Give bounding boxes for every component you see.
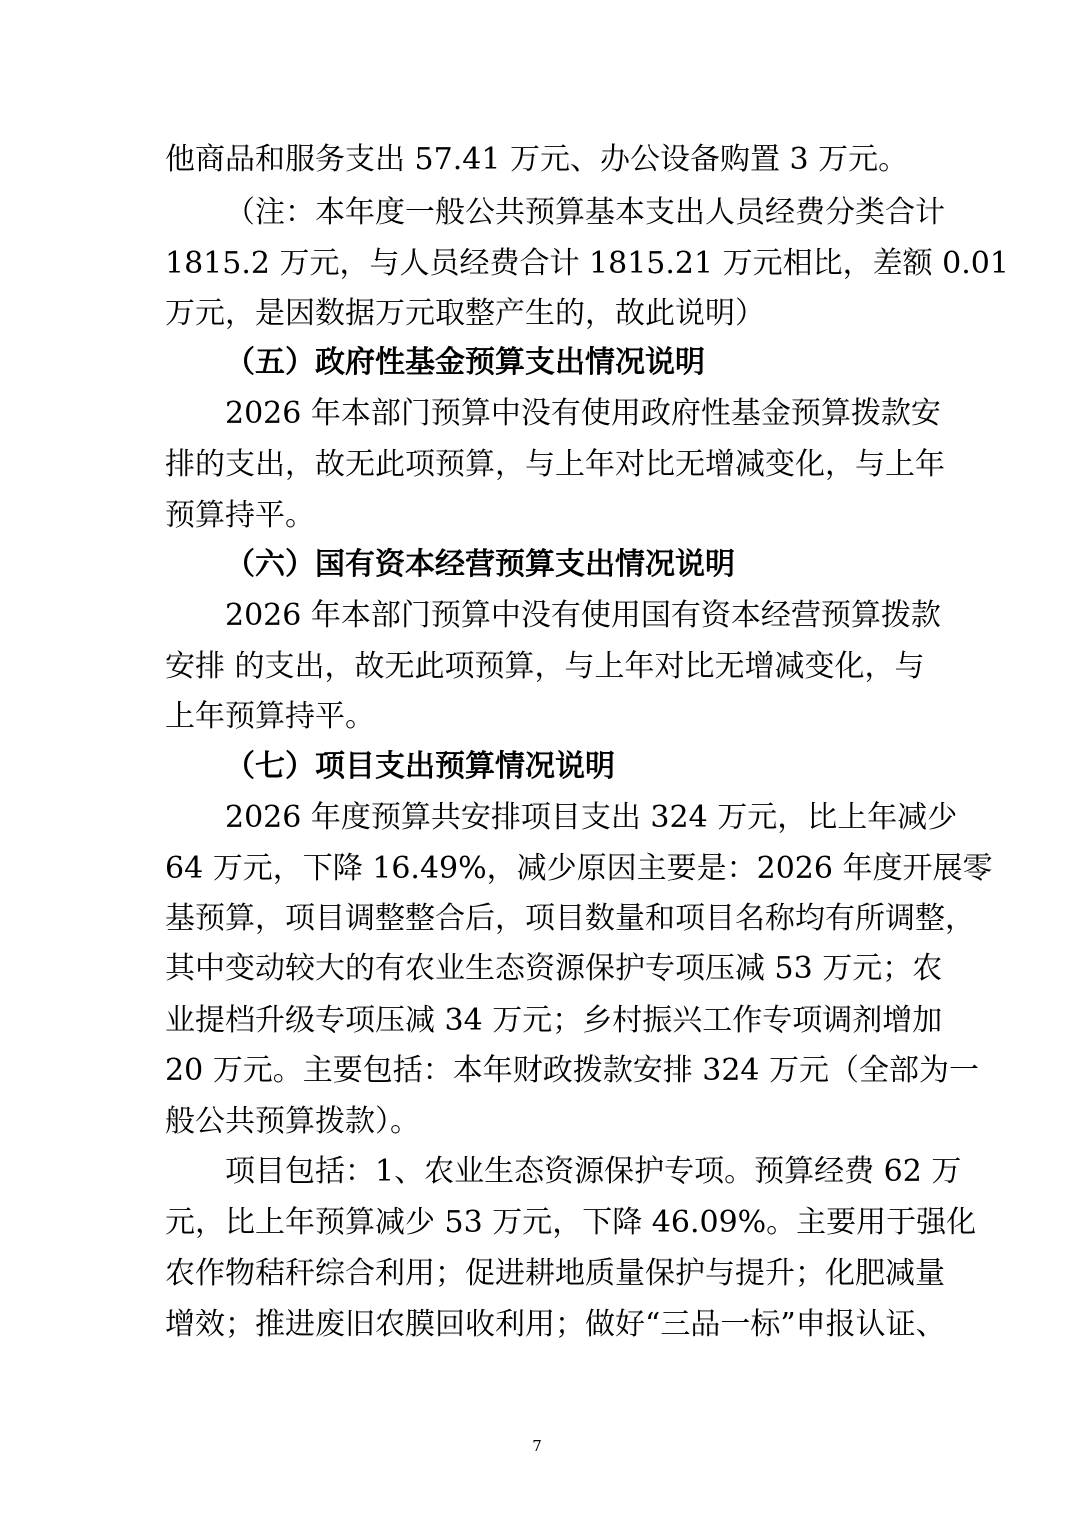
body-line: 上年预算持平。 (165, 699, 375, 734)
page-number: 7 (532, 1437, 542, 1455)
body-line: 基预算，项目调整整合后，项目数量和项目名称均有所调整， (165, 901, 975, 936)
body-line: 2026 年本部门预算中没有使用国有资本经营预算拨款 (225, 598, 941, 633)
body-line: 项目包括：1、农业生态资源保护专项。预算经费 62 万 (225, 1154, 962, 1189)
section-heading-6: （六）国有资本经营预算支出情况说明 (225, 547, 735, 582)
section-heading-7: （七）项目支出预算情况说明 (225, 749, 615, 784)
body-line: （注：本年度一般公共预算基本支出人员经费分类合计 (225, 195, 945, 230)
body-line: 排的支出，故无此项预算，与上年对比无增减变化，与上年 (165, 447, 945, 482)
body-line: 20 万元。主要包括：本年财政拨款安排 324 万元（全部为一 (165, 1053, 980, 1088)
body-line: 2026 年本部门预算中没有使用政府性基金预算拨款安 (225, 396, 941, 431)
body-line: 他商品和服务支出 57.41 万元、办公设备购置 3 万元。 (165, 142, 909, 177)
body-line: 万元，是因数据万元取整产生的，故此说明） (165, 296, 765, 331)
body-line: 般公共预算拨款）。 (165, 1104, 420, 1139)
body-line: 其中变动较大的有农业生态资源保护专项压减 53 万元；农 (165, 951, 943, 986)
body-line: 1815.2 万元，与人员经费合计 1815.21 万元相比，差额 0.01 (165, 246, 1009, 281)
body-line: 农作物秸秆综合利用；促进耕地质量保护与提升；化肥减量 (165, 1256, 945, 1291)
body-line: 元，比上年预算减少 53 万元，下降 46.09%。主要用于强化 (165, 1205, 977, 1240)
body-line: 增效；推进废旧农膜回收利用；做好“三品一标”申报认证、 (165, 1307, 946, 1342)
body-line: 64 万元，下降 16.49%，减少原因主要是：2026 年度开展零 (165, 851, 993, 886)
body-line: 安排 的支出，故无此项预算，与上年对比无增减变化，与 (165, 649, 925, 684)
body-line: 2026 年度预算共安排项目支出 324 万元，比上年减少 (225, 800, 958, 835)
body-line: 业提档升级专项压减 34 万元；乡村振兴工作专项调剂增加 (165, 1003, 943, 1038)
section-heading-5: （五）政府性基金预算支出情况说明 (225, 345, 705, 380)
body-line: 预算持平。 (165, 498, 315, 533)
